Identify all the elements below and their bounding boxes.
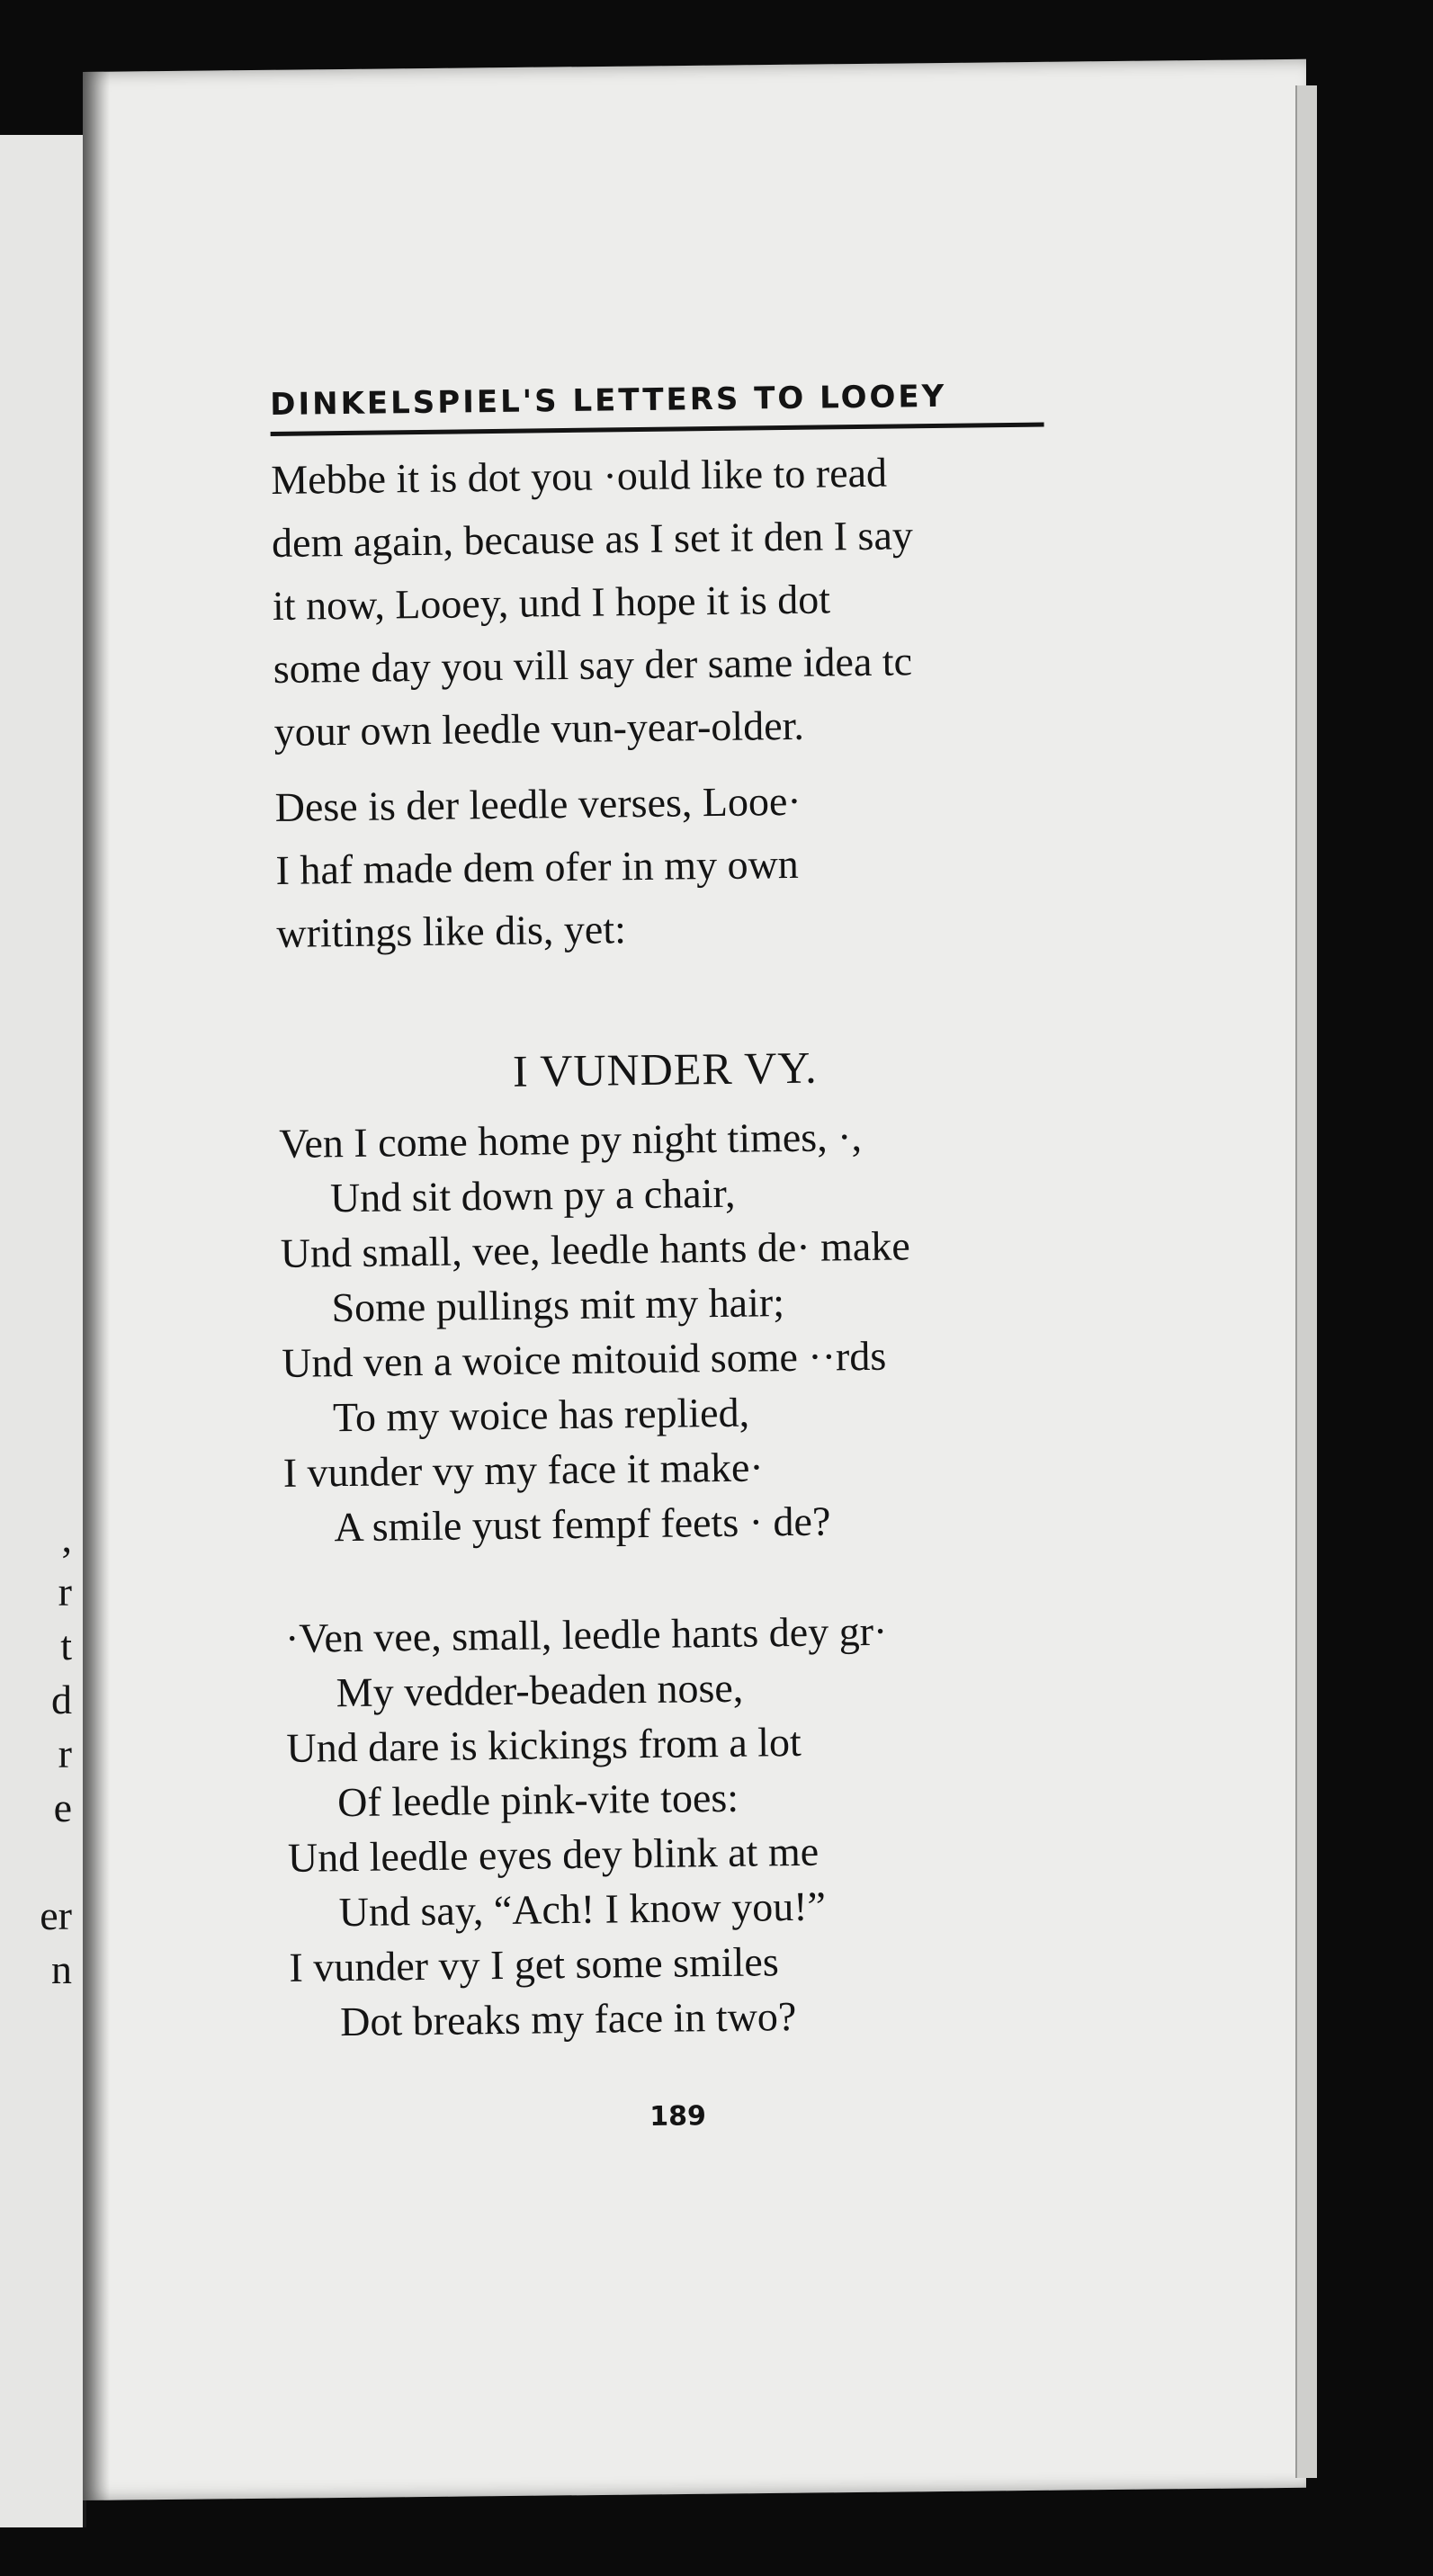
verse-line: Und leedle eyes dey blink at me — [287, 1828, 819, 1881]
verse-line: ·Ven vee, small, leedle hants dey gr· — [284, 1607, 888, 1661]
verse-line: Und ven a woice mitouid some ··rds — [281, 1332, 887, 1386]
verse-line: I vunder vy I get some smiles — [289, 1938, 779, 1990]
verse-line: Und sit down py a chair, — [329, 1169, 736, 1221]
text-line: Dese is der leedle verses, Looe· — [274, 777, 802, 830]
poem-title: I VUNDER VY. — [512, 1042, 818, 1096]
text-line: writings like dis, yet: — [276, 906, 627, 956]
text-line: your own leedle vun-year-older. — [273, 702, 805, 755]
paragraph — [271, 439, 1048, 763]
verse-line: Some pullings mit my hair; — [331, 1279, 785, 1331]
verse-line: Und small, vee, leedle hants de· make — [280, 1222, 911, 1276]
gutter-shadow — [83, 72, 110, 2500]
facing-page-text-fragments — [0, 1511, 72, 1997]
verse-line: Ven I come home py night times, ·, — [278, 1114, 863, 1167]
verse-line: To my woice has replied, — [332, 1389, 750, 1441]
fragment-line: er — [40, 1892, 72, 1938]
running-head: DINKELSPIEL'S LETTERS TO LOOEY — [270, 377, 1044, 436]
poem-stanza — [279, 1106, 1058, 1554]
verse-line: Dot breaks my face in two? — [339, 1992, 797, 2045]
text-line: I haf made dem ofer in my own — [275, 840, 800, 893]
fragment-line: r — [58, 1569, 72, 1614]
verse-line: I vunder vy my face it make· — [282, 1444, 764, 1496]
prose-block — [271, 439, 1051, 964]
fragment-line: , — [61, 1515, 72, 1561]
verse-line: Und say, “Ach! I know you!” — [338, 1883, 827, 1936]
poem-stanza — [285, 1601, 1064, 2049]
fragment-line: t — [60, 1623, 72, 1668]
paragraph — [274, 766, 1051, 964]
text-line: Mebbe it is dot you ·ould like to read — [270, 449, 888, 503]
fragment-line: r — [58, 1731, 72, 1776]
facing-page-left — [0, 135, 86, 2527]
text-line: some day you vill say der same idea tc — [273, 638, 913, 692]
verse-line: My vedder-beaden nose, — [336, 1664, 744, 1716]
verse-line: Und dare is kickings from a lot — [286, 1718, 802, 1771]
page-edge — [1295, 85, 1317, 2478]
fragment-line — [0, 1835, 72, 1889]
fragment-line: n — [51, 1946, 72, 1992]
fragment-line: e — [53, 1784, 72, 1830]
page-content — [270, 377, 1065, 2136]
text-line: it now, Looey, und I hope it is dot — [272, 576, 831, 629]
fragment-line: d — [51, 1677, 72, 1722]
verse-line: A smile yust fempf feets · de? — [334, 1498, 831, 1551]
verse-line: Of leedle pink-vite toes: — [336, 1774, 739, 1826]
page-number: 189 — [649, 2100, 707, 2133]
text-line: dem again, because as I set it den I say — [271, 512, 914, 566]
